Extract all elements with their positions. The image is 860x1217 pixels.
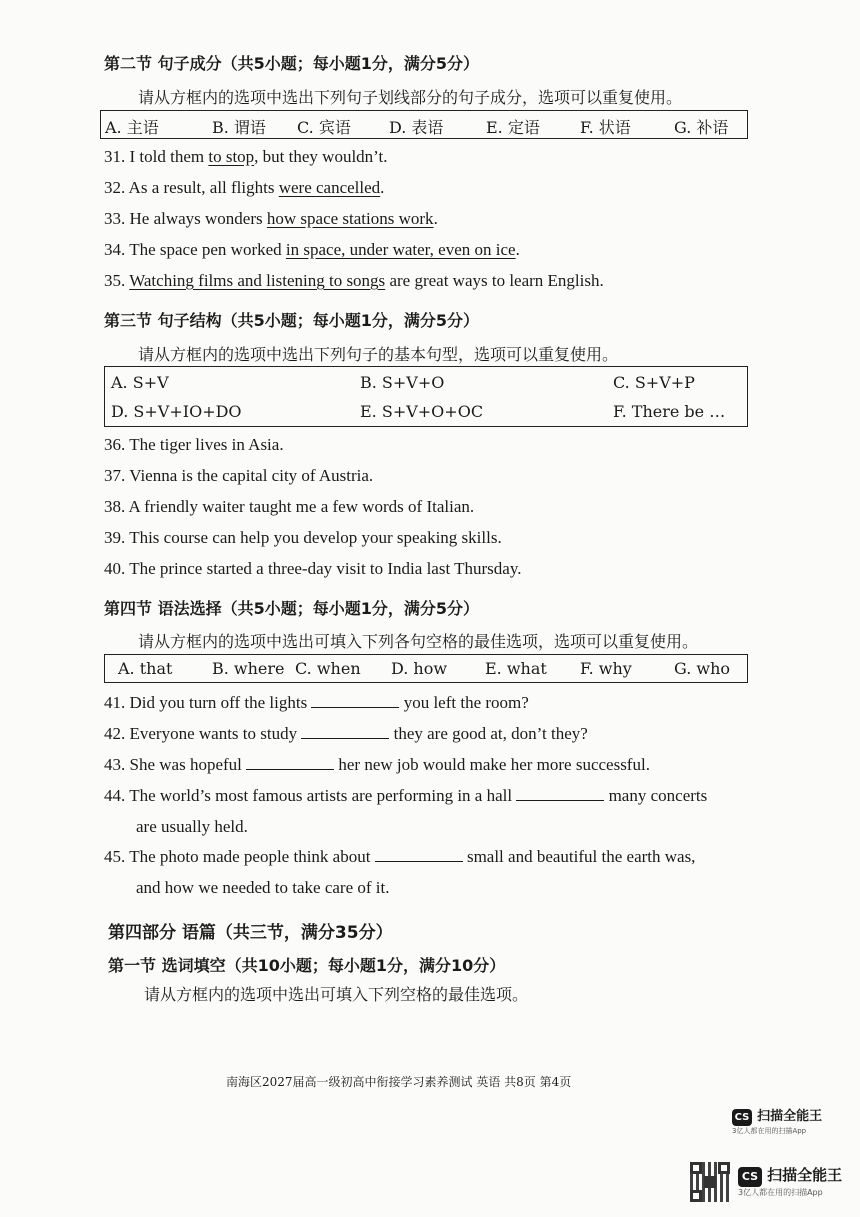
option: B. S+V+O [360,373,445,392]
question-35: 35. Watching films and listening to songs are great ways to learn English. [104,271,604,290]
option: D. how [391,659,448,678]
question-31: 31. I told them to stop, but they wouldn’t. [104,147,388,166]
question-38: 38. A friendly waiter taught me a few words of Italian. [104,497,475,516]
part-4-title: 第四部分 语篇（共三节，满分35分） [108,923,393,943]
part-4-section-1-instruction: 请从方框内的选项中选出可填入下列空格的最佳选项。 [144,985,529,1004]
section-3-option-box [104,366,748,427]
scanner-watermark-top [732,1105,822,1136]
answer-blank [375,847,463,862]
question-40: 40. The prince started a three-day visit to India last Thursday. [104,559,522,578]
question-36: 36. The tiger lives in Asia. [104,435,284,454]
option: F. why [580,659,632,678]
option: E. what [485,659,547,678]
scanner-watermark-bottom [738,1164,842,1198]
question-45: 45. The photo made people think about small and beautiful the earth was, [104,847,696,866]
option: C. S+V+P [613,373,695,392]
part-4-section-1-title: 第一节 选词填空（共10小题；每小题1分，满分10分） [108,956,506,975]
watermark-slogan: 3亿人都在用的扫描App [738,1188,823,1197]
section-4-title: 第四节 语法选择（共5小题；每小题1分，满分5分） [104,599,479,618]
section-3-title: 第三节 句子结构（共5小题；每小题1分，满分5分） [104,311,479,330]
question-44: 44. The world’s most famous artists are performing in a hall many concerts [104,786,708,805]
question-45-continued: and how we needed to take care of it. [136,878,390,897]
section-3-instruction: 请从方框内的选项中选出下列句子的基本句型，选项可以重复使用。 [138,345,619,364]
question-39: 39. This course can help you develop your speaking skills. [104,528,502,547]
section-4-instruction: 请从方框内的选项中选出可填入下列各句空格的最佳选项，选项可以重复使用。 [138,632,699,651]
question-42: 42. Everyone wants to study they are good at, don’t they? [104,724,588,743]
option: G. who [674,659,731,678]
option: D. S+V+IO+DO [111,402,242,421]
section-2-instruction: 请从方框内的选项中选出下列句子划线部分的句子成分，选项可以重复使用。 [138,88,683,107]
option: G. 补语 [674,118,729,137]
section-2-title: 第二节 句子成分（共5小题；每小题1分，满分5分） [104,54,479,73]
option: D. 表语 [389,118,444,137]
question-33: 33. He always wonders how space stations work. [104,209,438,228]
question-34: 34. The space pen worked in space, under water, even on ice. [104,240,520,259]
option: A. S+V [111,373,169,392]
option: E. S+V+O+OC [360,402,484,421]
option: F. There be … [613,402,726,421]
question-32: 32. As a result, all flights were cancelled. [104,178,385,197]
watermark-brand: 扫描全能王 [767,1166,843,1184]
option: A. that [118,659,173,678]
option: A. 主语 [105,118,159,137]
option: C. when [295,659,361,678]
watermark-slogan: 3亿人都在用的扫描App [732,1127,807,1135]
option: C. 宾语 [297,118,351,137]
option: B. 谓语 [212,118,266,137]
qr-code-icon [690,1162,730,1202]
option: E. 定语 [486,118,540,137]
page-footer: 南海区2027届高一级初高中衔接学习素养测试 英语 共8页 第4页 [226,1075,572,1089]
option: B. where [212,659,285,678]
question-37: 37. Vienna is the capital city of Austria. [104,466,374,485]
answer-blank [311,693,399,708]
question-43: 43. She was hopeful her new job would make her more successful. [104,755,650,774]
cs-badge-icon: CS [732,1109,752,1126]
section-4-option-box [104,654,748,683]
cs-badge-icon: CS [738,1167,762,1187]
answer-blank [516,786,604,801]
question-44-continued: are usually held. [136,817,248,836]
option: F. 状语 [580,118,631,137]
answer-blank [246,755,334,770]
question-41: 41. Did you turn off the lights you left the room? [104,693,529,712]
section-2-option-box [100,110,748,139]
watermark-brand: 扫描全能王 [757,1109,823,1124]
answer-blank [301,724,389,739]
